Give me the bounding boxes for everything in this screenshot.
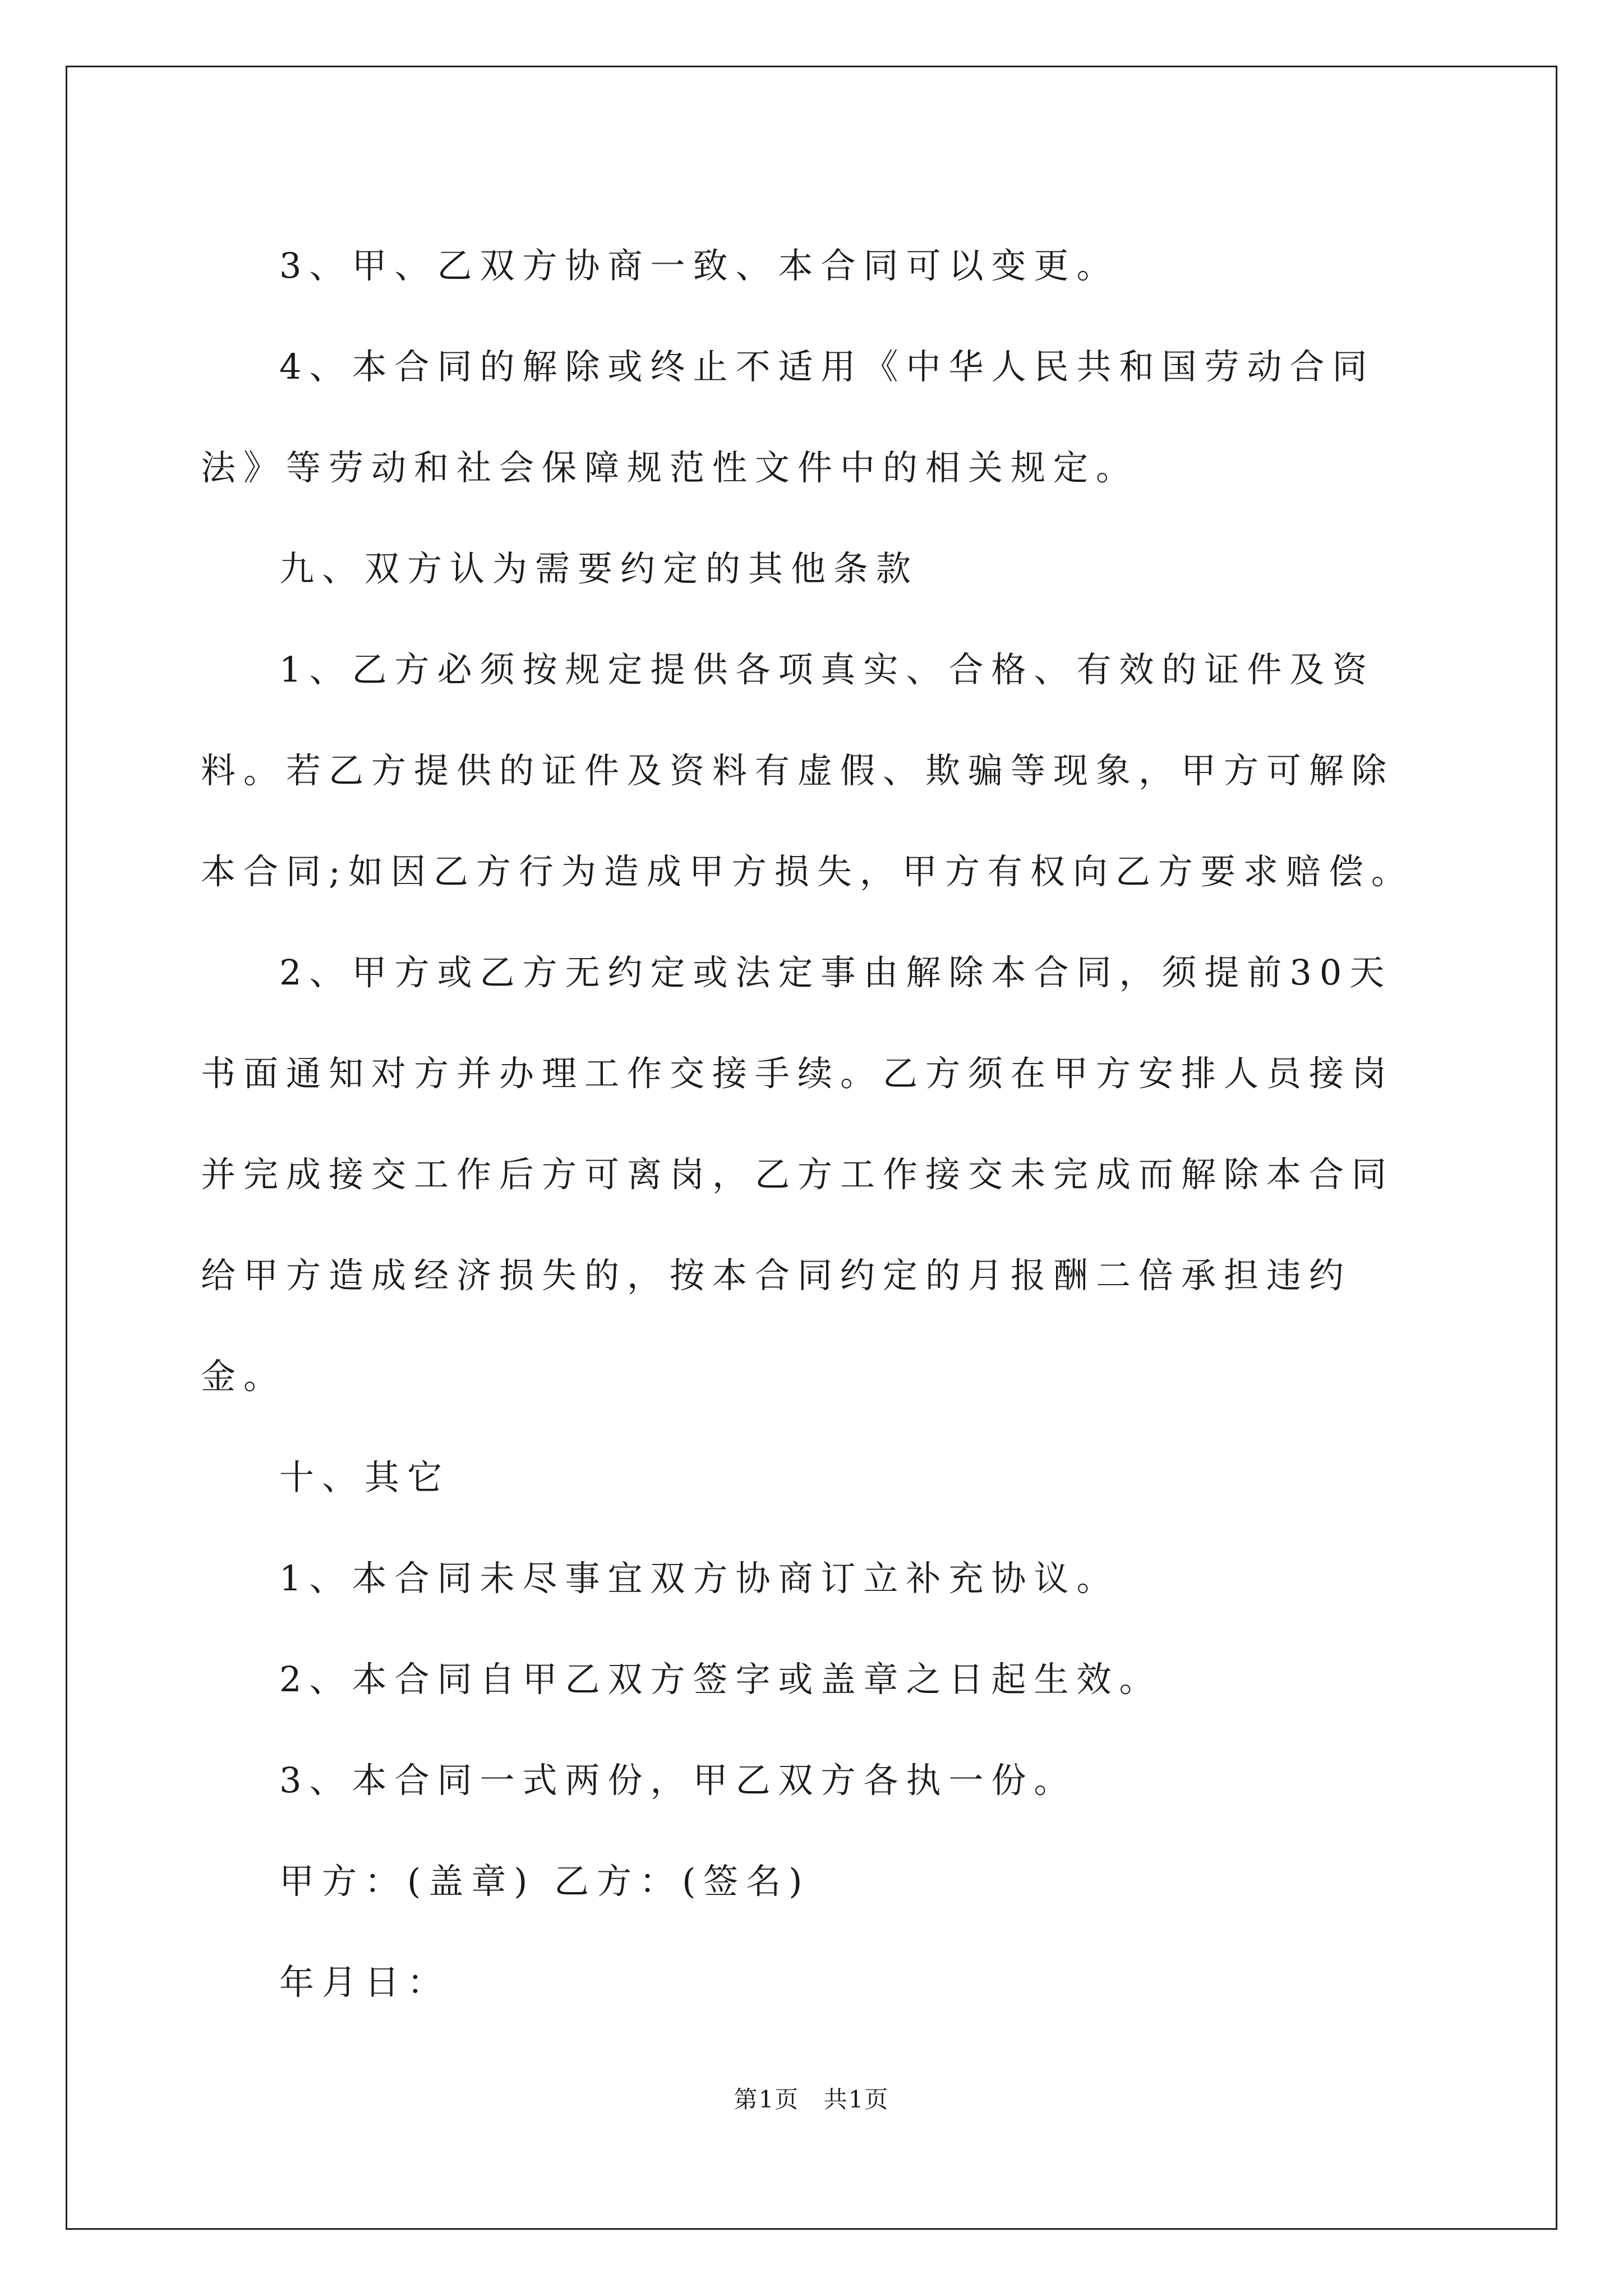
document-body	[201, 215, 1423, 2033]
signature-line: 甲方：(盖章) 乙方：(签名)	[279, 1861, 810, 1902]
date-line: 年月日：	[279, 1962, 450, 2003]
paragraph-clause-4: 4、本合同的解除或终止不适用《中华人民共和国劳动合同法》等劳动和社会保障规范性文件中的相关规定。	[201, 346, 1375, 488]
paragraph-clause-3: 3、甲、乙双方协商一致、本合同可以变更。	[279, 245, 1119, 286]
page-total: 共1页	[823, 2086, 889, 2113]
paragraph-other-3: 3、本合同一式两份，甲乙双方各执一份。	[279, 1760, 1077, 1801]
page-footer	[0, 2081, 1623, 2115]
page-number: 第1页	[734, 2086, 800, 2113]
paragraph-other-2: 2、本合同自甲乙双方签字或盖章之日起生效。	[279, 1659, 1162, 1700]
section-heading-nine: 九、双方认为需要约定的其他条款	[279, 548, 919, 589]
paragraph-clause-2: 2、甲方或乙方无约定或法定事由解除本合同，须提前30天书面通知对方并办理工作交接手续。乙方须在甲方安排人员接岗并完成接交工作后方可离岗，乙方工作接交未完成而解除本合同给甲方造成经济损失的，按本合同约定的月报酬二倍承担违约金。	[201, 952, 1395, 1397]
section-heading-ten: 十、其它	[279, 1457, 450, 1498]
paragraph-clause-1: 1、乙方必须按规定提供各项真实、合格、有效的证件及资料。若乙方提供的证件及资料有虚假、欺骗等现象，甲方可解除本合同;如因乙方行为造成甲方损失，甲方有权向乙方要求赔偿。	[201, 649, 1414, 892]
paragraph-other-1: 1、本合同未尽事宜双方协商订立补充协议。	[279, 1558, 1119, 1599]
